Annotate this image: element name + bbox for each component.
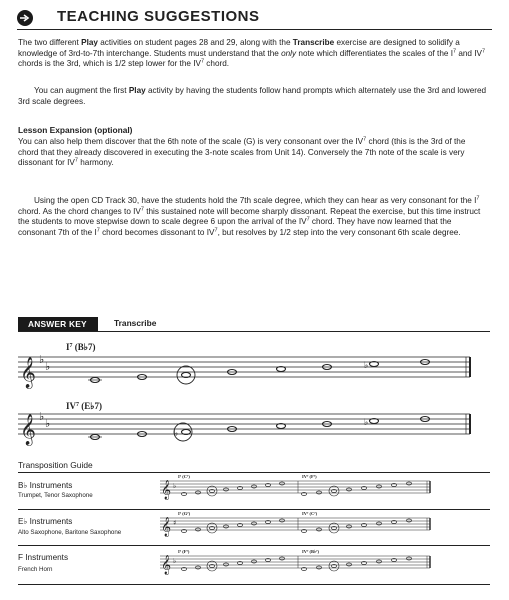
whole-note — [195, 528, 200, 531]
circled-note — [329, 561, 339, 571]
chord-label: IV⁷ (C⁷) — [302, 511, 318, 516]
staff1-chord-label: $I^7$ (B♭7) — [66, 342, 96, 352]
key-signature-icon: ♯ — [173, 519, 177, 527]
whole-note — [251, 522, 256, 525]
page-title: TEACHING SUGGESTIONS — [57, 8, 260, 25]
lesson-paragraph-2: Using the open CD Track 30, have the students hold the 7th scale degree, which they can hear as very consonant for the $I^7$ chord. As the chord changes to $IV^7$ this sustained note will become sharply dissonant. Repeat the exercise, but this time instruct the students to move stepwise down to scale degree 6 upon the arrival of the $IV^7$ chord. They have now learned that the consonant 7th of the $I^7$ chord becomes dissonant to $IV^7$, but resolves by 1/2 step into the very consonant 6th scale degree. — [18, 195, 481, 237]
key-flat-icon: ♭ — [39, 353, 45, 366]
whole-note — [279, 482, 284, 485]
augment-paragraph: You can augment the first Play activity by having the students follow hand prompts which alternately use the 3rd and lowered 3rd scale degrees. — [18, 86, 487, 106]
key-flat-icon: ♭ — [45, 360, 51, 373]
key-flat-icon: ♭ — [39, 410, 45, 423]
whole-note — [346, 488, 351, 491]
key-signature-icon: ♭ — [173, 482, 177, 490]
key-flat-icon: ♭ — [45, 417, 51, 430]
lesson-expansion-heading: Lesson Expansion (optional) — [18, 125, 133, 135]
circled-note — [177, 366, 195, 384]
whole-note — [251, 485, 256, 488]
whole-note — [376, 560, 381, 563]
treble-clef-icon: 𝄞 — [20, 357, 36, 388]
transposition-staves — [160, 474, 430, 575]
accidental-flat-icon: ♭ — [364, 418, 369, 428]
whole-note — [406, 482, 411, 485]
row-name: E♭ Instruments — [18, 517, 73, 526]
whole-note — [279, 557, 284, 560]
answer-key-label: ANSWER KEY — [18, 317, 98, 331]
accidental-flat-icon: ♭ — [364, 361, 369, 371]
whole-note — [316, 528, 321, 531]
whole-note — [195, 566, 200, 569]
row-separator — [18, 545, 490, 546]
staff-1 — [18, 357, 470, 377]
circled-note — [329, 486, 339, 496]
chord-label: I⁷ (C⁷) — [178, 474, 190, 479]
lesson-paragraph-1: You can also help them discover that the 6th note of the scale (G) is very consonant over the $IV^7$ chord (this is the 3rd of the chord that they already discovered in executing the 3-note scales from Unit 14). Conversely the 7th note of the scale is very dissonant for $IV^7$ harmony. — [18, 136, 466, 168]
chord-label: IV⁷ (B♭⁷) — [302, 549, 319, 554]
row-separator — [18, 509, 490, 510]
transcribe-label: Transcribe — [114, 318, 157, 328]
treble-clef-icon: 𝄞 — [161, 555, 172, 575]
whole-note — [195, 491, 200, 494]
accidental-flat-icon: ♭ — [174, 429, 179, 439]
transposition-guide-title: Transposition Guide — [18, 460, 93, 470]
whole-note — [376, 522, 381, 525]
row-desc: Trumpet, Tenor Saxophone — [18, 492, 93, 499]
staff-2 — [18, 414, 470, 434]
whole-note — [223, 488, 228, 491]
whole-note — [316, 491, 321, 494]
chord-label: I⁷ (F⁷) — [178, 549, 190, 554]
whole-note — [279, 519, 284, 522]
whole-note — [316, 566, 321, 569]
whole-note — [406, 519, 411, 522]
row-name: F Instruments — [18, 553, 69, 562]
treble-clef-icon: 𝄞 — [20, 414, 36, 445]
row-separator — [18, 584, 490, 585]
whole-note — [406, 557, 411, 560]
whole-note — [346, 525, 351, 528]
whole-note — [251, 560, 256, 563]
circled-note — [207, 486, 217, 496]
row-name: B♭ Instruments — [18, 481, 73, 490]
key-signature-icon: ♭ — [173, 557, 177, 565]
chord-label: IV⁷ (F⁷) — [302, 474, 317, 479]
circled-note — [207, 561, 217, 571]
whole-note — [223, 563, 228, 566]
circled-note — [329, 523, 339, 533]
staff2-chord-label: $IV^7$ (E♭7) — [66, 401, 103, 411]
intro-paragraph: The two different Play activities on student pages 28 and 29, along with the Transcribe exercise are designed to solidify a knowledge of 3rd-to-7th interchange. Students must understand that the only note which differentiates the scales of the $I^7$ and $IV^7$ chords is the 3rd, which is 1/2 step lower for the $IV^7$ chord. — [18, 38, 486, 69]
chord-label: I⁷ (G⁷) — [178, 511, 191, 516]
row-desc: French Horn — [18, 566, 53, 573]
whole-note — [346, 563, 351, 566]
treble-clef-icon: 𝄞 — [161, 480, 172, 500]
row-desc: Alto Saxophone, Baritone Saxophone — [18, 529, 122, 536]
circled-note — [207, 523, 217, 533]
treble-clef-icon: 𝄞 — [161, 517, 172, 537]
whole-note — [376, 485, 381, 488]
whole-note — [223, 525, 228, 528]
transposition-rule — [18, 472, 490, 473]
